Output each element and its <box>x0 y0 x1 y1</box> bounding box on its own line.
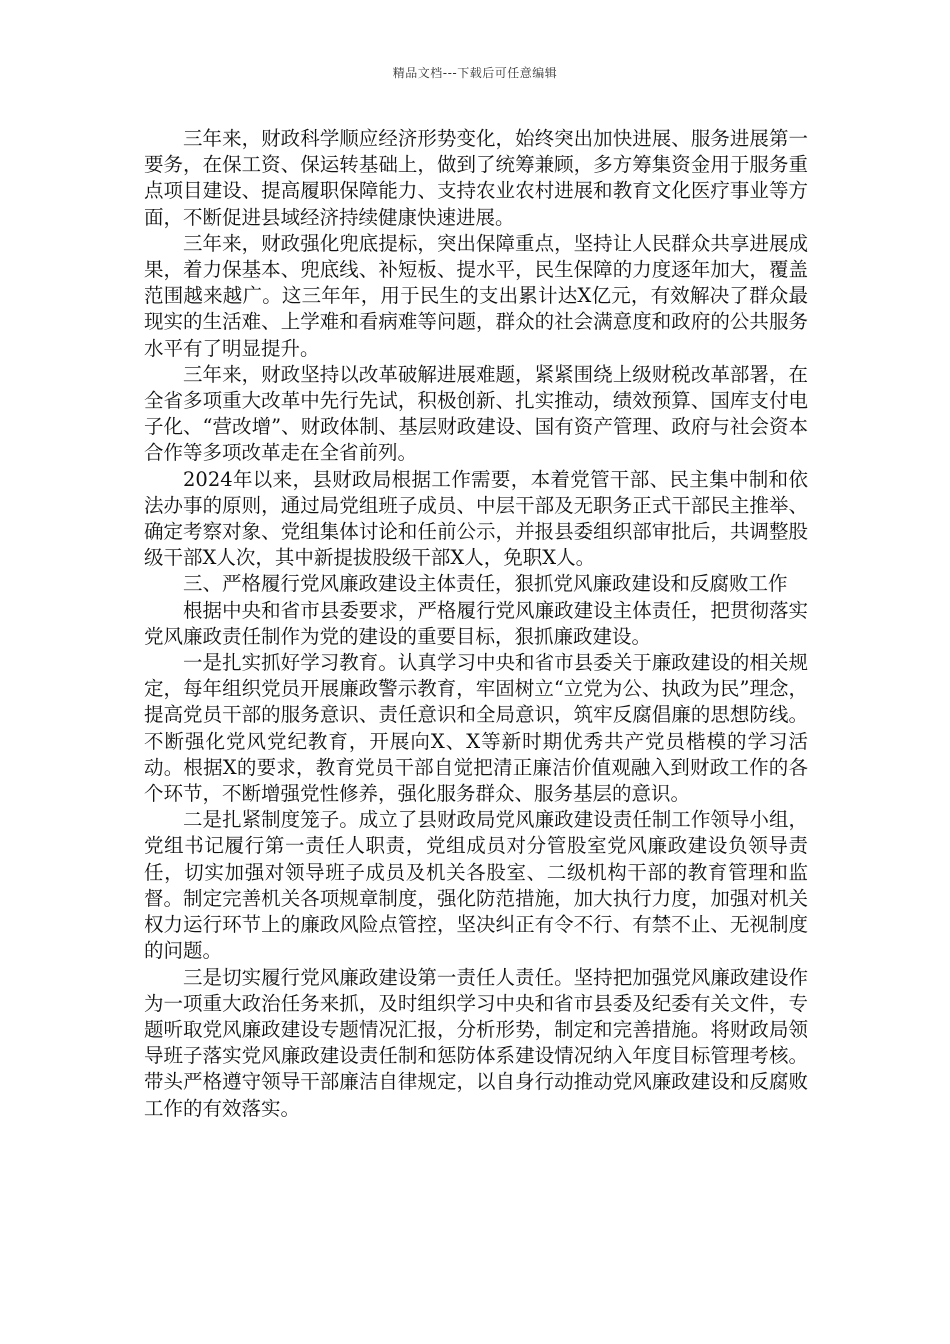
paragraph: 二是扎紧制度笼子。成立了县财政局党风廉政建设责任制工作领导小组，党组书记履行第一责任人职责，党组成员对分管股室党风廉政建设负领导责任，切实加强对领导班子成员及机关各股室、二级机构干部的教育管理和监督。制定完善机关各项规章制度，强化防范措施，加大执行力度，加强对机关权力运行环节上的廉政风险点管控，坚决纠正有令不行、有禁不止、无视制度的问题。 <box>144 808 808 963</box>
paragraph: 三是切实履行党风廉政建设第一责任人责任。坚持把加强党风廉政建设作为一项重大政治任务来抓，及时组织学习中央和省市县委及纪委有关文件，专题听取党风廉政建设专题情况汇报，分析形势，制定和完善措施。将财政局领导班子落实党风廉政建设责任制和惩防体系建设情况纳入年度目标管理考核。带头严格遵守领导干部廉洁自律规定，以自身行动推动党风廉政建设和反腐败工作的有效落实。 <box>144 965 808 1120</box>
document-body <box>144 126 808 1122</box>
paragraph: 一是扎实抓好学习教育。认真学习中央和省市县委关于廉政建设的相关规定，每年组织党员开展廉政警示教育，牢固树立“立党为公、执政为民”理念，提高党员干部的服务意识、责任意识和全局意识，筑牢反腐倡廉的思想防线。不断强化党风党纪教育，开展向X、X等新时期优秀共产党员楷模的学习活动。根据X的要求，教育党员干部自觉把清正廉洁价值观融入到财政工作的各个环节，不断增强党性修养，强化服务群众、服务基层的意识。 <box>144 651 808 806</box>
paragraph: 三年来，财政科学顺应经济形势变化，始终突出加快进展、服务进展第一要务，在保工资、保运转基础上，做到了统筹兼顾，多方筹集资金用于服务重点项目建设、提高履职保障能力、支持农业农村进展和教育文化医疗事业等方面，不断促进县域经济持续健康快速进展。 <box>144 127 808 229</box>
page-header: 精品文档---下载后可任意编辑 <box>392 66 558 80</box>
paragraph: 三年来，财政强化兜底提标，突出保障重点，坚持让人民群众共享进展成果，着力保基本、兜底线、补短板、提水平，民生保障的力度逐年加大，覆盖范围越来越广。这三年年，用于民生的支出累计达X亿元，有效解决了群众最现实的生活难、上学难和看病难等问题，群众的社会满意度和政府的公共服务水平有了明显提升。 <box>144 231 808 360</box>
paragraph: 三年来，财政坚持以改革破解进展难题，紧紧围绕上级财税改革部署，在全省多项重大改革中先行先试，积极创新、扎实推动，绩效预算、国库支付电子化、“营改增”、财政体制、基层财政建设、国有资产管理、政府与社会资本合作等多项改革走在全省前列。 <box>144 362 808 465</box>
paragraph: 根据中央和省市县委要求，严格履行党风廉政建设主体责任，把贯彻落实党风廉政责任制作为党的建设的重要目标，狠抓廉政建设。 <box>144 598 808 648</box>
section-heading: 三、严格履行党风廉政建设主体责任，狠抓党风廉政建设和反腐败工作 <box>183 572 788 596</box>
paragraph: 2024年以来，县财政局根据工作需要，本着党管干部、民主集中制和依法办事的原则，通过局党组班子成员、中层干部及无职务正式干部民主推举、确定考察对象、党组集体讨论和任前公示，并报县委组织部审批后，共调整股级干部X人次，其中新提拔股级干部X人，免职X人。 <box>144 467 808 570</box>
